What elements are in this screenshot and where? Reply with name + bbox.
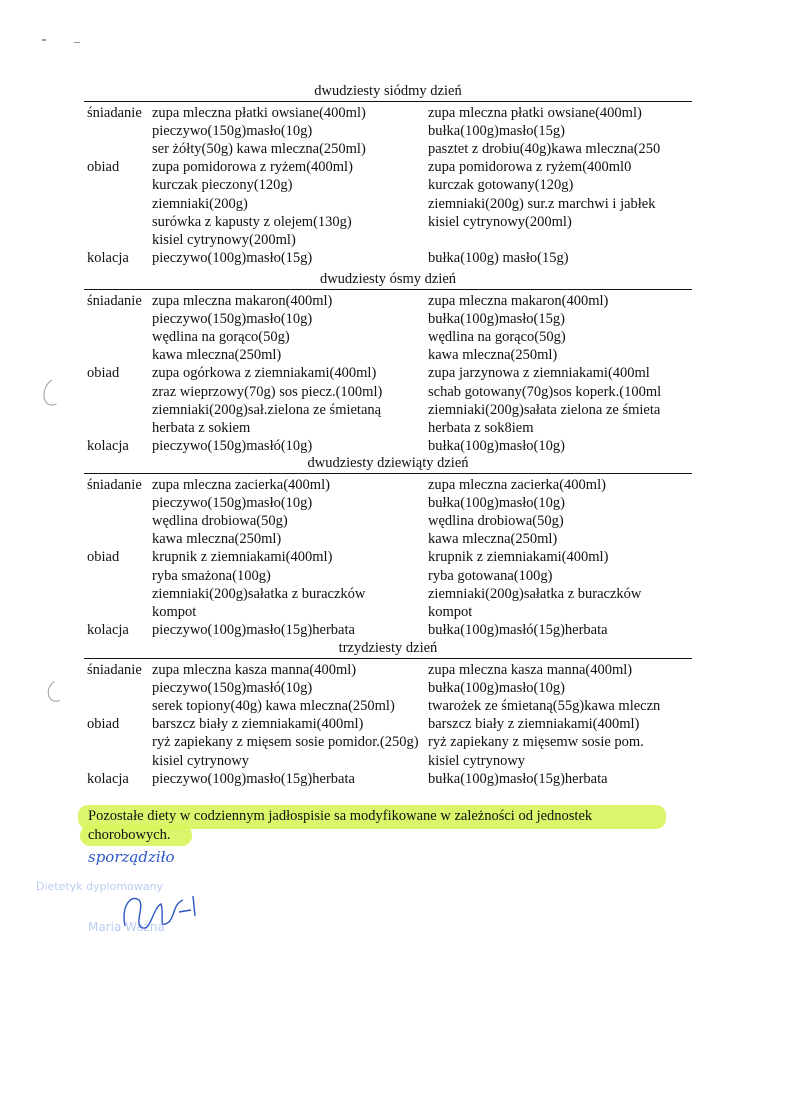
table-row [0,364,800,382]
meal-label: kolacja [87,437,129,454]
menu-item-diet: zupa mleczna płatki owsiane(400ml) [428,105,642,121]
table-row [0,158,800,176]
table-row [0,697,800,715]
menu-item-diet: ziemniaki(200g) sur.z marchwi i jabłek [428,195,656,212]
menu-item-diet: krupnik z ziemniakami(400ml) [428,549,609,566]
signature-stamp [28,840,228,950]
table-row [0,733,800,751]
table-row [0,548,800,566]
table-row [0,213,800,231]
menu-item-diet: kurczak gotowany(120g) [428,177,574,194]
menu-item-standard: kisiel cytrynowy(200ml) [152,231,296,248]
table-row [0,494,800,512]
menu-item-standard: kisiel cytrynowy [152,752,250,769]
scan-speck [42,39,46,41]
menu-item-standard: ryż zapiekany z mięsem sosie pomidor.(250g) [152,734,419,751]
menu-item-diet: kawa mleczna(250ml) [428,347,558,364]
table-row [0,567,800,585]
menu-item-diet: bułka(100g)masło(10g) [428,680,565,697]
table-rule [84,658,692,659]
meal-label: śniadanie [87,477,142,493]
menu-item-standard: ziemniaki(200g)sałatka z buraczków [152,585,366,602]
diet-note: Pozostałe diety w codziennym jadłospisie sa modyfikowane w zależności od jednostek chorobowych. [88,808,593,843]
table-row [0,661,800,679]
menu-item-standard: zraz wieprzowy(70g) sos piecz.(100ml) [152,383,383,400]
stamp-line: Dietetyk dyplomowany [36,880,163,893]
table-row [0,715,800,733]
menu-item-standard: zupa mleczna zacierka(400ml) [152,477,330,493]
table-row [0,437,800,455]
day-title: dwudziesty dziewiąty dzień [307,455,469,471]
menu-item-diet: bułka(100g) masło(15g) [428,249,569,266]
menu-item-diet: bułka(100g)masło(15g) [428,123,565,140]
menu-item-diet: pasztet z drobiu(40g)kawa mleczna(250 [428,141,661,158]
menu-item-diet: ziemniaki(200g)sałatka z buraczków [428,585,642,602]
menu-item-diet: kisiel cytrynowy [428,752,526,769]
table-row [0,530,800,548]
handwritten-note: sporządziło [88,848,175,866]
table-rule [84,473,692,474]
menu-item-diet: bułka(100g)masło(15g)herbata [428,770,608,787]
menu-item-diet: barszcz biały z ziemniakami(400ml) [428,716,640,733]
menu-item-diet: zupa mleczna zacierka(400ml) [428,477,606,493]
menu-item-standard: pieczywo(150g)masłó(10g) [152,680,313,697]
menu-item-diet: kawa mleczna(250ml) [428,531,558,548]
table-row [0,195,800,213]
menu-item-standard: kurczak pieczony(120g) [152,177,293,194]
table-row [0,122,800,140]
menu-item-standard: ziemniaki(200g)sał.zielona ze śmietaną [152,401,382,418]
table-row [0,512,800,530]
menu-item-diet: bułka(100g)masło(10g) [428,437,565,454]
menu-item-standard: zupa pomidorowa z ryżem(400ml) [152,159,353,176]
meal-label: obiad [87,365,120,382]
meal-label: kolacja [87,770,129,787]
menu-item-standard: zupa mleczna kasza manna(400ml) [152,662,357,678]
table-row [0,176,800,194]
day-title: trzydziesty dzień [338,640,438,656]
menu-item-diet: zupa mleczna kasza manna(400ml) [428,662,633,678]
meal-label: obiad [87,549,120,566]
table-row [0,476,800,494]
menu-item-standard: pieczywo(100g)masło(15g)herbata [152,770,355,787]
table-row [0,104,800,122]
menu-item-standard: pieczywo(150g)masło(10g) [152,495,313,512]
menu-item-standard: serek topiony(40g) kawa mleczna(250ml) [152,698,395,715]
meal-label: kolacja [87,249,129,266]
menu-item-diet: wędlina drobiowa(50g) [428,513,564,530]
meal-label: śniadanie [87,662,142,678]
menu-item-diet: herbata z sok8iem [428,419,534,436]
meal-label: obiad [87,716,120,733]
menu-item-standard: zupa mleczna makaron(400ml) [152,293,333,309]
menu-item-standard: surówka z kapusty z olejem(130g) [152,213,352,230]
menu-item-standard: pieczywo(150g)masło(10g) [152,311,313,328]
day-title: dwudziesty ósmy dzień [319,271,457,287]
table-row [0,679,800,697]
table-row [0,292,800,310]
table-row [0,310,800,328]
table-rule [84,289,692,290]
menu-item-standard: kawa mleczna(250ml) [152,531,282,548]
table-row [0,346,800,364]
day-title: dwudziesty siódmy dzień [314,83,462,99]
menu-item-standard: wędlina drobiowa(50g) [152,513,288,530]
table-row [0,140,800,158]
menu-item-standard: pieczywo(100g)masło(15g)herbata [152,621,355,638]
table-row [0,603,800,621]
menu-item-diet: bułka(100g)masło(10g) [428,495,565,512]
menu-item-standard: krupnik z ziemniakami(400ml) [152,549,333,566]
menu-item-diet: wędlina na gorąco(50g) [428,329,566,346]
table-row [0,585,800,603]
menu-item-diet: zupa mleczna makaron(400ml) [428,293,609,309]
menu-item-diet: zupa pomidorowa z ryżem(400ml0 [428,159,632,176]
signature-icon [113,886,223,936]
menu-item-diet: bułka(100g)masłó(15g)herbata [428,621,608,638]
meal-label: obiad [87,159,120,176]
menu-item-standard: herbata z sokiem [152,419,251,436]
menu-item-standard: zupa mleczna płatki owsiane(400ml) [152,105,366,121]
menu-item-diet: ryba gotowana(100g) [428,567,553,584]
menu-item-diet: ryż zapiekany z mięsemw sosie pom. [428,734,644,751]
menu-item-standard: ser żółty(50g) kawa mleczna(250ml) [152,141,366,158]
meal-label: śniadanie [87,105,142,121]
menu-item-standard: kawa mleczna(250ml) [152,347,282,364]
menu-item-standard: barszcz biały z ziemniakami(400ml) [152,716,364,733]
table-row [0,401,800,419]
menu-item-standard: pieczywo(150g)masło(10g) [152,123,313,140]
table-row [0,383,800,401]
table-row [0,621,800,639]
table-rule [84,101,692,102]
stamp-line: Maria Ważna [88,920,165,934]
menu-item-standard: kompot [152,603,197,620]
menu-item-diet: twarożek ze śmietaną(55g)kawa mleczn [428,698,661,715]
menu-item-diet: kisiel cytrynowy(200ml) [428,213,572,230]
menu-item-diet: zupa jarzynowa z ziemniakami(400ml [428,365,650,382]
menu-item-standard: ziemniaki(200g) [152,195,248,212]
menu-item-standard: ryba smażona(100g) [152,567,271,584]
menu-item-standard: pieczywo(150g)masłó(10g) [152,437,313,454]
menu-item-diet: bułka(100g)masło(15g) [428,311,565,328]
table-row [0,249,800,267]
menu-item-standard: pieczywo(100g)masło(15g) [152,249,313,266]
scan-speck [74,42,80,43]
meal-label: śniadanie [87,293,142,309]
table-row [0,752,800,770]
menu-item-diet: ziemniaki(200g)sałata zielona ze śmieta [428,401,661,418]
menu-item-standard: zupa ogórkowa z ziemniakami(400ml) [152,365,377,382]
table-row [0,231,800,249]
meal-label: kolacja [87,621,129,638]
menu-item-diet: kompot [428,603,473,620]
table-row [0,328,800,346]
menu-item-diet: schab gotowany(70g)sos koperk.(100ml [428,383,662,400]
table-row [0,770,800,788]
table-row [0,419,800,437]
menu-item-standard: wędlina na gorąco(50g) [152,329,290,346]
